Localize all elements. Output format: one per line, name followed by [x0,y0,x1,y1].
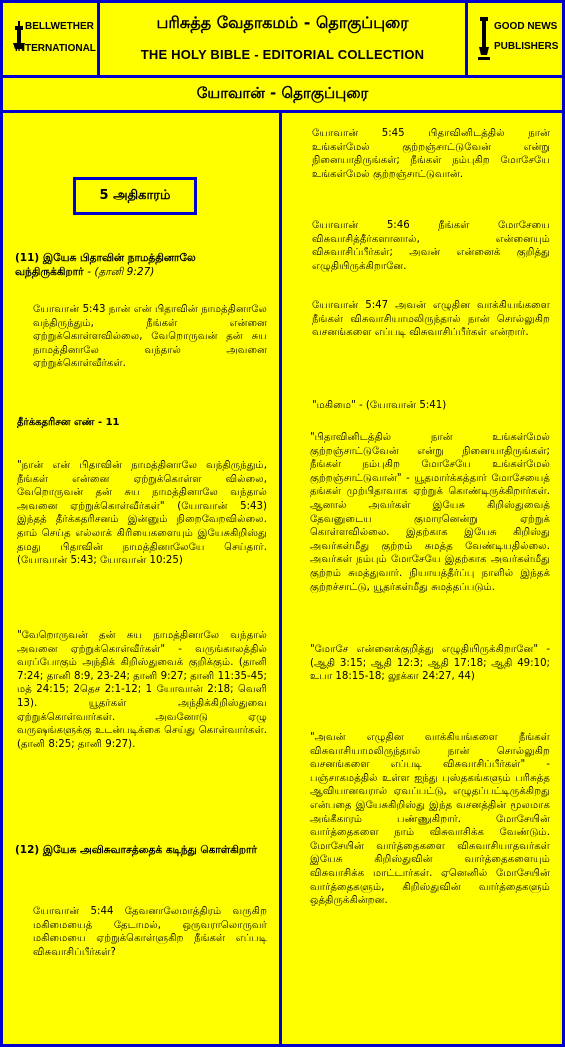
book-title-bar [0,75,565,113]
chapter-heading: 5 அதிகாரம் [73,177,197,215]
goodnews-logo-box [465,0,565,78]
section-11-title: (11) இயேசு பிதாவின் நாமத்தினாலே வந்திருக்கிறார் [15,252,196,278]
bellwether-logo-box [0,0,100,78]
section-11-heading [15,251,267,279]
pentateuch-paragraph: "அவன் எழுதின வாக்கியங்களை நீங்கள் விசுவாசியாமலிருந்தால் நான் சொல்லுகிற வசனங்களை எப்படி விசுவாசிப்பீர்கள்" - பஞ்சாகமத்தில் உள்ள ஐந்து புஸ்தகங்களும் பரிசுத்த ஆவியானவரால் ஏவப்பட்டு, எழுதப்பட்டிருக்கிறது என்பதை இயேசுகிறிஸ்து இந்த வசனத்தின் மூலமாக அங்கீகாரம் பண்ணுகிறார். மோசேயின் வார்த்தைகளை நாம் விசுவாசிக்க வேண்டும். மோசேயின் வார்த்தைகளை விசுவாசியாதவர்கள் இயேசு கிறிஸ்துவின் வார்த்தைகளையும் விசுவாசிக்க மாட்டார்கள். ஏனெனில் மோசேயின் வார்த்தைகளும், கிறிஸ்துவின் வார்த்தைகளும் ஒத்திருக்கின்றன. [310,732,550,907]
left-column [0,110,282,1047]
section-11-ref: - (தானி 9:27) [87,266,155,278]
book-title: யோவான் - தொகுப்புரை [196,84,369,102]
moses-wrote-paragraph: "மோசே என்னைக்குறித்து எழுதியிருக்கிறானே" - (ஆதி 3:15; ஆதி 12:3; ஆதி 17:18; ஆதி 49:10; உபா 18:15-18; லூக்கா 24:27, 44) [310,644,550,683]
prophecy-number: தீர்க்கதரிசன எண் - 11 [17,417,120,428]
left-logo-line1: BELLWETHER [25,21,94,32]
prophecy-paragraph: "நான் என் பிதாவின் நாமத்தினாலே வந்திருந்தும், நீங்கள் என்னை ஏற்றுக்கொள்ள வில்லை, வேறொருவன் தன் சுய நாமத்தினாலே வந்தால் அவனை ஏற்றுக்கொள்வீர்கள்" (யோவான் 5:43) இந்தத் தீர்க்கதரிசனம் இன்னும் நிறைவேறவில்லை. தாம் செய்த எல்லாக் கிரியைகளையும் இயேசுகிறிஸ்து தமது பிதாவின் நாமத்தினாலேயே செய்தார். (யோவான் 5:43; யோவான் 10:25) [17,460,267,567]
right-column [279,110,565,1047]
right-logo-line1: GOOD NEWS [494,21,558,32]
verse-5-43: யோவான் 5:43 நான் என் பிதாவின் நாமத்தினாலே வந்திருந்தும், நீங்கள் என்னை ஏற்றுக்கொள்ளவில்லை, வேறொருவன் தன் சுய நாமத்தினாலே வந்தால் அவனை ஏற்றுக்கொள்வீர்கள். [33,304,267,370]
moses-accusation-paragraph: "பிதாவினிடத்தில் நான் உங்கள்மேல் குற்றஞ்சாட்டுவேன் என்று நினையாதிருங்கள்; நீங்கள் நம்புகிற மோசேயே உங்கள்மேல் குற்றஞ்சாட்டுவான்" - யூதமார்க்கத்தார் மோசேயைத் தங்கள் முற்பிதாவாக ஏற்றுக் கொண்டிருக்கிறார்கள். ஆனால் அவர்கள் இயேசு கிறிஸ்துவைத் தேவனுடைய குமாரனென்று ஏற்றுக் கொள்ளவில்லை. இதற்காக இயேசு கிறிஸ்து அவர்கள்மீது குற்றம் சுமத்த வேண்டியதில்லை. அவர்கள் நம்பும் மோசேயே இதற்காக அவர்கள்மீது குற்றம் சுமத்துவார். நியாயத்தீர்ப்பு நாளில் இந்தக் குற்றச்சாட்டு, யூதர்கள்மீது சுமத்தப்படும். [310,432,550,593]
glory-reference: "மகிமை" - (யோவான் 5:41) [312,400,447,411]
title-tamil: பரிசுத்த வேதாகமம் - தொகுப்புரை [156,13,409,32]
left-logo-line2: INTERNATIONAL [15,43,96,54]
antichrist-paragraph: "வேறொருவன் தன் சுய நாமத்தினாலே வந்தால் அவனை ஏற்றுக்கொள்வீர்கள்" - வருங்காலத்தில் வரப்போகும் அந்திக் கிறிஸ்துவைக் குறிக்கும். (தானி 7:24; தானி 8:9, 23-24; தானி 9:27; தானி 11:35-45; மத் 24:15; 2தெச 2:1-12; 1 யோவான் 2:18; வெளி 13). யூதர்கள் அந்திக்கிறிஸ்துவை ஏற்றுக்கொள்வார்கள். அவனோடு ஏழு வருஷங்களுக்கு உடன்படிக்கை செய்து கொள்வார்கள். (தானி 8:25; தானி 9:27). [17,630,267,750]
right-logo-line2: PUBLISHERS [494,41,559,52]
title-english: THE HOLY BIBLE - EDITORIAL COLLECTION [140,47,425,62]
title-box [97,0,468,78]
verse-5-44: யோவான் 5:44 தேவனாலேமாத்திரம் வருகிற மகிமையைத் தேடாமல், ஒருவராலொருவர் மகிமையை ஏற்றுக்கொள்ளுகிற நீங்கள் எப்படி விசுவாசிப்பீர்கள்? [33,906,267,958]
section-12-heading: (12) இயேசு அவிசுவாசத்தைக் கடிந்து கொள்கிறார் [15,844,257,856]
verse-5-47: யோவான் 5:47 அவன் எழுதின வாக்கியங்களை நீங்கள் விசுவாசியாமலிருந்தால் நான் சொல்லுகிற வசனங்களை எப்படி விசுவாசிப்பீர்கள் என்றார். [312,300,550,339]
verse-5-46: யோவான் 5:46 நீங்கள் மோசேயை விசுவாசித்தீர்களானால், என்னையும் விசுவாசிப்பீர்கள்; அவன் என்னைக் குறித்து எழுதியிருக்கிறானே. [312,220,550,272]
verse-5-45: யோவான் 5:45 பிதாவினிடத்தில் நான் உங்கள்மேல் குற்றஞ்சாட்டுவேன் என்று நினையாதிருங்கள்; நீங்கள் நம்புகிற மோசேயே உங்கள்மேல் குற்றஞ்சாட்டுவான். [312,128,550,180]
